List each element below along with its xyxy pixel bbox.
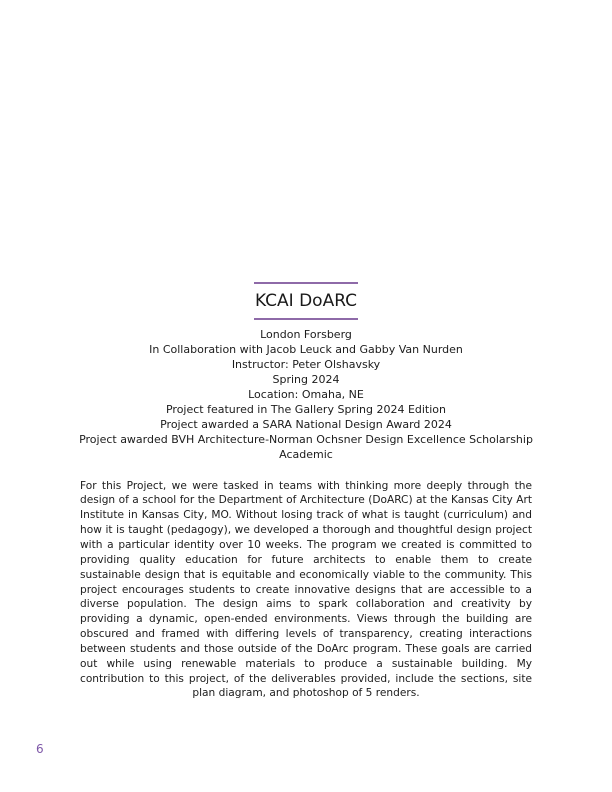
credit-term: Spring 2024: [272, 373, 340, 386]
title-top-rule: [254, 282, 358, 284]
credit-instructor: Instructor: Peter Olshavsky: [231, 358, 381, 371]
project-description: For this Project, we were tasked in teams with thinking more deeply through the design of a school for the Department of Architecture (DoARC) at the Kansas City Art Institute in Kansas City, MO. Without losing track of what is taught (curriculum) and how it is taught (pedagogy), we developed a thorough and thoughtful design project with a particular identity over 10 weeks. The program we created is committed to providing quality education for future architects to enable them to create sustainable design that is equitable and economically viable to the community. This project encourages students to create innovative designs that are accessible to a diverse population. The design aims to spark collaboration and creativity by providing a dynamic, open-ended environments. Views through the building are obscured and framed with differing levels of transparency, creating interactions between students and those outside of the DoArc program. These goals are carried out while using renewable materials to produce a sustainable building. My contribution to this project, of the deliverables provided, include the sections, site plan diagram, and photoshop of 5 renders.: [80, 479, 532, 700]
credit-author: London Forsberg: [260, 328, 352, 341]
credit-collaborators: In Collaboration with Jacob Leuck and Gabby Van Nurden: [149, 343, 463, 356]
title-bottom-rule: [254, 318, 358, 320]
project-credits: [40, 327, 572, 462]
credit-feature: Project featured in The Gallery Spring 2024 Edition: [165, 403, 447, 416]
page-number: 6: [36, 742, 44, 756]
credit-location: Location: Omaha, NE: [248, 388, 364, 401]
credit-award-sara: Project awarded a SARA National Design Award 2024: [160, 418, 452, 431]
credit-award-bvh: Project awarded BVH Architecture-Norman Ochsner Design Excellence Scholarship: [79, 433, 533, 446]
credit-category: Academic: [279, 448, 333, 461]
project-title: KCAI DoARC: [254, 291, 358, 311]
